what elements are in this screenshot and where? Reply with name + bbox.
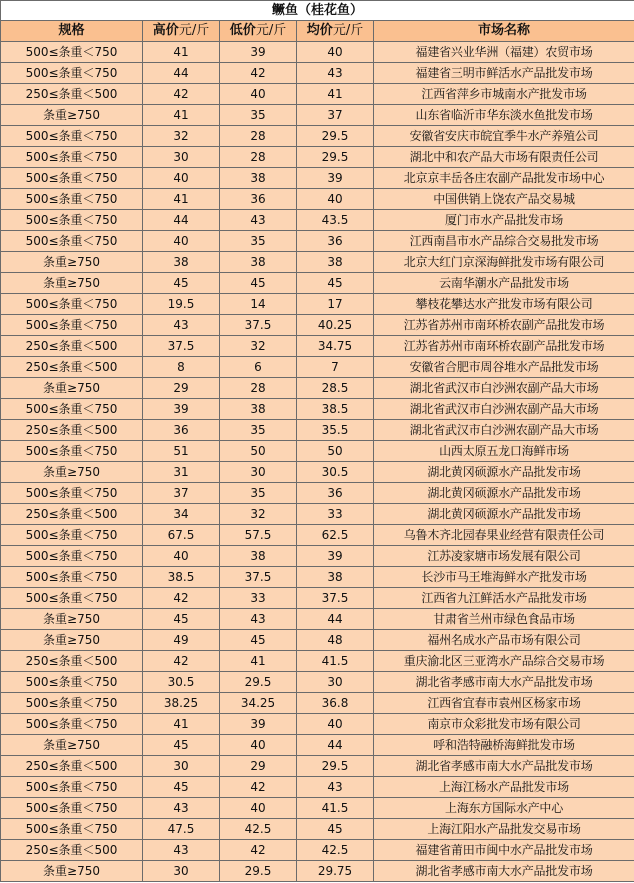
header-low-unit: 元/斤 [255, 23, 287, 38]
cell-high-price: 44 [143, 63, 220, 84]
cell-spec: 500≤条重＜750 [1, 777, 143, 798]
cell-high-price: 41 [143, 42, 220, 63]
cell-high-price: 31 [143, 462, 220, 483]
cell-low-price: 35 [220, 483, 297, 504]
cell-avg-price: 42.5 [297, 840, 374, 861]
cell-spec: 500≤条重＜750 [1, 483, 143, 504]
cell-spec: 500≤条重＜750 [1, 546, 143, 567]
cell-spec: 250≤条重＜500 [1, 504, 143, 525]
cell-avg-price: 17 [297, 294, 374, 315]
cell-high-price: 44 [143, 210, 220, 231]
cell-high-price: 47.5 [143, 819, 220, 840]
cell-spec: 500≤条重＜750 [1, 294, 143, 315]
cell-market-name: 北京大红门京深海鲜批发市场有限公司 [374, 252, 634, 273]
cell-market-name: 湖北省武汉市白沙洲农副产品大市场 [374, 420, 634, 441]
cell-market-name: 湖北省武汉市白沙洲农副产品大市场 [374, 378, 634, 399]
header-market: 市场名称 [374, 21, 634, 42]
cell-market-name: 上海江阳水产品批发交易市场 [374, 819, 634, 840]
table-row [1, 357, 634, 378]
cell-avg-price: 36 [297, 231, 374, 252]
cell-spec: 500≤条重＜750 [1, 210, 143, 231]
table-row [1, 756, 634, 777]
cell-avg-price: 40 [297, 189, 374, 210]
cell-high-price: 38.5 [143, 567, 220, 588]
cell-market-name: 福州名成水产品市场有限公司 [374, 630, 634, 651]
table-row [1, 861, 634, 882]
cell-high-price: 42 [143, 651, 220, 672]
table-row [1, 315, 634, 336]
cell-market-name: 江西南昌市水产品综合交易批发市场 [374, 231, 634, 252]
cell-avg-price: 33 [297, 504, 374, 525]
cell-low-price: 29.5 [220, 672, 297, 693]
header-avg-unit: 元/斤 [332, 23, 364, 38]
cell-avg-price: 29.75 [297, 861, 374, 882]
cell-high-price: 37 [143, 483, 220, 504]
cell-avg-price: 48 [297, 630, 374, 651]
cell-market-name: 长沙市马王堆海鲜水产批发市场 [374, 567, 634, 588]
cell-spec: 500≤条重＜750 [1, 567, 143, 588]
cell-market-name: 湖北黄冈硕源水产品批发市场 [374, 483, 634, 504]
cell-avg-price: 39 [297, 546, 374, 567]
cell-spec: 条重≥750 [1, 273, 143, 294]
cell-low-price: 40 [220, 84, 297, 105]
header-high-label: 高价 [152, 23, 179, 38]
cell-low-price: 35 [220, 231, 297, 252]
cell-avg-price: 43 [297, 777, 374, 798]
cell-low-price: 30 [220, 462, 297, 483]
cell-spec: 250≤条重＜500 [1, 420, 143, 441]
table-row [1, 336, 634, 357]
table-row [1, 483, 634, 504]
cell-high-price: 8 [143, 357, 220, 378]
cell-market-name: 南京市众彩批发市场有限公司 [374, 714, 634, 735]
title-row [1, 1, 634, 21]
cell-avg-price: 40 [297, 42, 374, 63]
table-row [1, 168, 634, 189]
cell-avg-price: 45 [297, 273, 374, 294]
cell-high-price: 34 [143, 504, 220, 525]
cell-low-price: 32 [220, 504, 297, 525]
table-row [1, 546, 634, 567]
cell-high-price: 45 [143, 777, 220, 798]
cell-high-price: 67.5 [143, 525, 220, 546]
cell-spec: 500≤条重＜750 [1, 63, 143, 84]
table-row [1, 819, 634, 840]
table-row [1, 714, 634, 735]
table-row [1, 840, 634, 861]
cell-avg-price: 29.5 [297, 147, 374, 168]
cell-spec: 500≤条重＜750 [1, 399, 143, 420]
cell-high-price: 41 [143, 105, 220, 126]
cell-avg-price: 36.8 [297, 693, 374, 714]
cell-low-price: 38 [220, 252, 297, 273]
header-low [220, 21, 297, 42]
cell-high-price: 32 [143, 126, 220, 147]
cell-spec: 500≤条重＜750 [1, 819, 143, 840]
cell-market-name: 呼和浩特融桥海鲜批发市场 [374, 735, 634, 756]
cell-avg-price: 38 [297, 567, 374, 588]
table-row [1, 210, 634, 231]
cell-low-price: 34.25 [220, 693, 297, 714]
table-row [1, 399, 634, 420]
cell-high-price: 40 [143, 231, 220, 252]
cell-high-price: 42 [143, 588, 220, 609]
cell-market-name: 江西省九江鲜活水产品批发市场 [374, 588, 634, 609]
cell-low-price: 42 [220, 63, 297, 84]
cell-high-price: 19.5 [143, 294, 220, 315]
cell-spec: 条重≥750 [1, 462, 143, 483]
cell-low-price: 35 [220, 420, 297, 441]
cell-high-price: 29 [143, 378, 220, 399]
cell-high-price: 49 [143, 630, 220, 651]
cell-low-price: 39 [220, 714, 297, 735]
cell-avg-price: 44 [297, 609, 374, 630]
cell-low-price: 33 [220, 588, 297, 609]
header-spec: 规格 [1, 21, 143, 42]
cell-spec: 500≤条重＜750 [1, 168, 143, 189]
cell-low-price: 42.5 [220, 819, 297, 840]
table-body [1, 42, 634, 882]
table-row [1, 525, 634, 546]
cell-avg-price: 29.5 [297, 756, 374, 777]
cell-low-price: 28 [220, 378, 297, 399]
cell-market-name: 山西太原五龙口海鲜市场 [374, 441, 634, 462]
cell-low-price: 43 [220, 609, 297, 630]
table-row [1, 798, 634, 819]
cell-market-name: 湖北省武汉市白沙洲农副产品大市场 [374, 399, 634, 420]
cell-avg-price: 37 [297, 105, 374, 126]
cell-high-price: 42 [143, 84, 220, 105]
cell-low-price: 14 [220, 294, 297, 315]
cell-low-price: 42 [220, 777, 297, 798]
table-row [1, 630, 634, 651]
header-row [1, 21, 634, 42]
cell-market-name: 上海东方国际水产中心 [374, 798, 634, 819]
cell-low-price: 39 [220, 42, 297, 63]
cell-spec: 500≤条重＜750 [1, 798, 143, 819]
cell-low-price: 32 [220, 336, 297, 357]
cell-avg-price: 41.5 [297, 798, 374, 819]
cell-avg-price: 34.75 [297, 336, 374, 357]
cell-low-price: 38 [220, 546, 297, 567]
cell-high-price: 30 [143, 147, 220, 168]
cell-low-price: 38 [220, 168, 297, 189]
table-row [1, 777, 634, 798]
cell-low-price: 36 [220, 189, 297, 210]
cell-low-price: 28 [220, 147, 297, 168]
table-row [1, 231, 634, 252]
table-row [1, 672, 634, 693]
cell-avg-price: 43 [297, 63, 374, 84]
cell-market-name: 福建省莆田市闽中水产品批发市场 [374, 840, 634, 861]
cell-high-price: 43 [143, 315, 220, 336]
cell-high-price: 41 [143, 189, 220, 210]
cell-spec: 500≤条重＜750 [1, 588, 143, 609]
cell-spec: 条重≥750 [1, 252, 143, 273]
cell-spec: 500≤条重＜750 [1, 714, 143, 735]
table-row [1, 735, 634, 756]
cell-market-name: 江苏凌家塘市场发展有限公司 [374, 546, 634, 567]
cell-low-price: 35 [220, 105, 297, 126]
table-row [1, 189, 634, 210]
cell-market-name: 上海江杨水产品批发市场 [374, 777, 634, 798]
cell-spec: 条重≥750 [1, 105, 143, 126]
cell-avg-price: 35.5 [297, 420, 374, 441]
cell-low-price: 29 [220, 756, 297, 777]
cell-low-price: 29.5 [220, 861, 297, 882]
cell-spec: 500≤条重＜750 [1, 672, 143, 693]
table-row [1, 126, 634, 147]
cell-avg-price: 43.5 [297, 210, 374, 231]
cell-avg-price: 37.5 [297, 588, 374, 609]
cell-high-price: 30 [143, 861, 220, 882]
cell-avg-price: 45 [297, 819, 374, 840]
cell-spec: 250≤条重＜500 [1, 357, 143, 378]
cell-market-name: 中国供销上饶农产品交易城 [374, 189, 634, 210]
cell-high-price: 39 [143, 399, 220, 420]
cell-spec: 250≤条重＜500 [1, 756, 143, 777]
cell-market-name: 湖北中和农产品大市场有限责任公司 [374, 147, 634, 168]
table-row [1, 147, 634, 168]
header-high [143, 21, 220, 42]
cell-market-name: 江苏省苏州市南环桥农副产品批发市场 [374, 315, 634, 336]
cell-low-price: 42 [220, 840, 297, 861]
table-row [1, 651, 634, 672]
cell-spec: 500≤条重＜750 [1, 315, 143, 336]
cell-market-name: 安徽省安庆市皖宜季牛水产养殖公司 [374, 126, 634, 147]
cell-high-price: 40 [143, 546, 220, 567]
table-row [1, 84, 634, 105]
cell-high-price: 43 [143, 798, 220, 819]
cell-market-name: 江苏省苏州市南环桥农副产品批发市场 [374, 336, 634, 357]
cell-spec: 条重≥750 [1, 630, 143, 651]
cell-low-price: 41 [220, 651, 297, 672]
cell-high-price: 45 [143, 273, 220, 294]
cell-low-price: 40 [220, 735, 297, 756]
cell-market-name: 厦门市水产品批发市场 [374, 210, 634, 231]
cell-avg-price: 41.5 [297, 651, 374, 672]
table-row [1, 273, 634, 294]
table-row [1, 252, 634, 273]
cell-spec: 500≤条重＜750 [1, 441, 143, 462]
cell-spec: 500≤条重＜750 [1, 231, 143, 252]
header-avg-label: 均价 [306, 23, 333, 38]
cell-avg-price: 30.5 [297, 462, 374, 483]
table-row [1, 567, 634, 588]
table-row [1, 294, 634, 315]
cell-market-name: 安徽省合肥市周谷堆水产品批发市场 [374, 357, 634, 378]
cell-avg-price: 38 [297, 252, 374, 273]
cell-low-price: 43 [220, 210, 297, 231]
cell-low-price: 40 [220, 798, 297, 819]
cell-low-price: 57.5 [220, 525, 297, 546]
cell-avg-price: 36 [297, 483, 374, 504]
cell-avg-price: 39 [297, 168, 374, 189]
cell-spec: 250≤条重＜500 [1, 336, 143, 357]
cell-high-price: 43 [143, 840, 220, 861]
cell-market-name: 福建省三明市鲜活水产品批发市场 [374, 63, 634, 84]
cell-high-price: 38 [143, 252, 220, 273]
cell-market-name: 甘肃省兰州市绿色食品市场 [374, 609, 634, 630]
cell-avg-price: 44 [297, 735, 374, 756]
cell-market-name: 江西省宜春市袁州区杨家市场 [374, 693, 634, 714]
header-avg [297, 21, 374, 42]
cell-high-price: 40 [143, 168, 220, 189]
cell-low-price: 28 [220, 126, 297, 147]
table-row [1, 105, 634, 126]
cell-spec: 250≤条重＜500 [1, 651, 143, 672]
cell-market-name: 攀枝花攀达水产批发市场有限公司 [374, 294, 634, 315]
cell-spec: 250≤条重＜500 [1, 840, 143, 861]
table-row [1, 42, 634, 63]
cell-high-price: 38.25 [143, 693, 220, 714]
cell-avg-price: 40 [297, 714, 374, 735]
cell-market-name: 湖北省孝感市南大水产品批发市场 [374, 756, 634, 777]
cell-high-price: 45 [143, 609, 220, 630]
cell-market-name: 湖北省孝感市南大水产品批发市场 [374, 672, 634, 693]
cell-low-price: 45 [220, 630, 297, 651]
cell-avg-price: 7 [297, 357, 374, 378]
header-low-label: 低价 [229, 23, 256, 38]
cell-market-name: 重庆渝北区三亚湾水产品综合交易市场 [374, 651, 634, 672]
cell-market-name: 山东省临沂市华东淡水鱼批发市场 [374, 105, 634, 126]
cell-market-name: 云南华潮水产品批发市场 [374, 273, 634, 294]
cell-market-name: 福建省兴业华洲（福建）农贸市场 [374, 42, 634, 63]
cell-market-name: 江西省萍乡市城南水产批发市场 [374, 84, 634, 105]
cell-avg-price: 62.5 [297, 525, 374, 546]
cell-high-price: 30.5 [143, 672, 220, 693]
cell-avg-price: 40.25 [297, 315, 374, 336]
cell-spec: 500≤条重＜750 [1, 693, 143, 714]
table-title: 鳜鱼（桂花鱼） [1, 1, 634, 21]
cell-spec: 500≤条重＜750 [1, 525, 143, 546]
table-row [1, 420, 634, 441]
cell-high-price: 37.5 [143, 336, 220, 357]
cell-market-name: 北京京丰岳各庄农副产品批发市场中心 [374, 168, 634, 189]
cell-avg-price: 30 [297, 672, 374, 693]
table-row [1, 588, 634, 609]
cell-high-price: 41 [143, 714, 220, 735]
cell-high-price: 45 [143, 735, 220, 756]
cell-market-name: 湖北省孝感市南大水产品批发市场 [374, 861, 634, 882]
cell-market-name: 湖北黄冈硕源水产品批发市场 [374, 462, 634, 483]
cell-low-price: 37.5 [220, 315, 297, 336]
cell-market-name: 乌鲁木齐北园春果业经营有限责任公司 [374, 525, 634, 546]
cell-high-price: 36 [143, 420, 220, 441]
header-high-unit: 元/斤 [178, 23, 210, 38]
cell-low-price: 38 [220, 399, 297, 420]
cell-spec: 500≤条重＜750 [1, 147, 143, 168]
cell-avg-price: 38.5 [297, 399, 374, 420]
cell-spec: 条重≥750 [1, 735, 143, 756]
table-row [1, 462, 634, 483]
cell-avg-price: 28.5 [297, 378, 374, 399]
cell-avg-price: 41 [297, 84, 374, 105]
cell-spec: 500≤条重＜750 [1, 189, 143, 210]
cell-spec: 条重≥750 [1, 861, 143, 882]
table-row [1, 504, 634, 525]
cell-market-name: 湖北黄冈硕源水产品批发市场 [374, 504, 634, 525]
cell-spec: 条重≥750 [1, 378, 143, 399]
table-row [1, 63, 634, 84]
cell-high-price: 30 [143, 756, 220, 777]
cell-low-price: 6 [220, 357, 297, 378]
cell-low-price: 50 [220, 441, 297, 462]
cell-spec: 500≤条重＜750 [1, 42, 143, 63]
table-row [1, 378, 634, 399]
cell-avg-price: 29.5 [297, 126, 374, 147]
table-row [1, 609, 634, 630]
table-row [1, 693, 634, 714]
cell-high-price: 51 [143, 441, 220, 462]
cell-spec: 250≤条重＜500 [1, 84, 143, 105]
cell-spec: 条重≥750 [1, 609, 143, 630]
cell-spec: 500≤条重＜750 [1, 126, 143, 147]
cell-low-price: 45 [220, 273, 297, 294]
cell-avg-price: 50 [297, 441, 374, 462]
table-row [1, 441, 634, 462]
cell-low-price: 37.5 [220, 567, 297, 588]
